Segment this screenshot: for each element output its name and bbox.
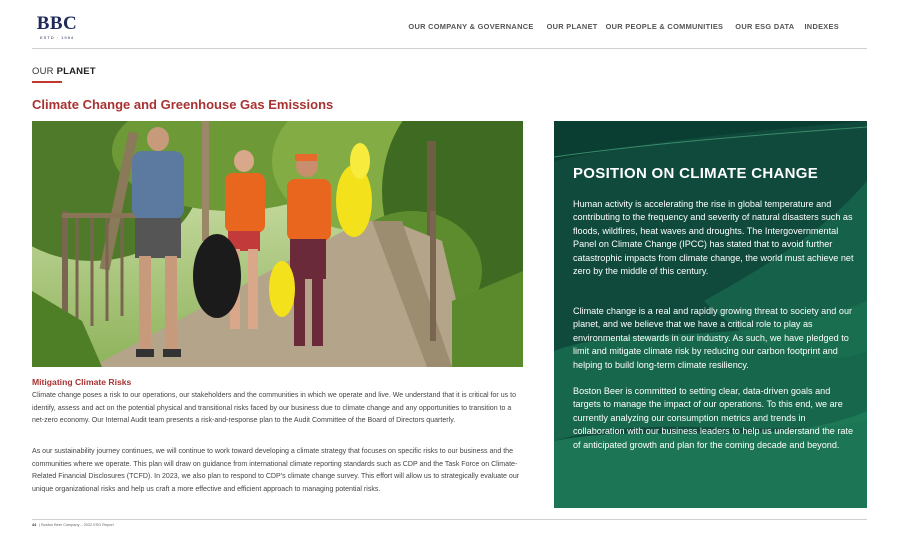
nav-our-esg-data[interactable]: OUR ESG DATA <box>735 22 795 31</box>
header-divider <box>32 48 867 49</box>
panel-paragraph-2: Climate change is a real and rapidly growing threat to society and our planet, and we believe that we have a critical role to play as environmental stewards in our industry. As such, we have pledged to limit and mitigate climate risk by reducing our carbon footprint and helping to build long-term climate resiliency. <box>573 306 853 370</box>
page-number: 44 <box>32 523 37 527</box>
section-underline <box>32 81 62 83</box>
panel-paragraph-3: Boston Beer is committed to setting clear, data-driven goals and targets to manage the impact of our operations. To this end, we are currently analyzing our consumption metrics and trends in collaboration with our business leaders to help us understand the rate of anticipated growth and plan for the coming decade and beyond. <box>573 386 854 450</box>
bbc-logo[interactable] <box>34 14 80 40</box>
body-paragraph-1: Climate change poses a risk to our operations, our stakeholders and the communities in which we operate and live. We understand that it is critical for us to identify, assess and act on the potential physical and transitional risks faced by our business due to climate change and any opportunities to transition to a net-zero economy. Our Internal Audit team presents a risk-and-response plan to the Audit Committee of the Board of Directors quarterly. <box>32 392 517 425</box>
page-title: Climate Change and Greenhouse Gas Emissions <box>32 97 334 112</box>
panel-paragraph-1: Human activity is accelerating the rise in global temperature and contributing to the frequency and severity of natural disasters such as floods, wildfires, heat waves and droughts. The Intergovernmental Panel on Climate Change (IPCC) has stated that to avoid further catastrophic impacts from climate change, the world must achieve net zero by the middle of this century. <box>573 199 854 277</box>
top-navigation <box>408 22 839 31</box>
logo-established: ESTD · 1984 <box>39 35 75 40</box>
panel-title: POSITION ON CLIMATE CHANGE <box>573 165 819 182</box>
nav-our-company-governance[interactable]: OUR COMPANY & GOVERNANCE <box>408 22 534 31</box>
nav-our-people-communities[interactable]: OUR PEOPLE & COMMUNITIES <box>605 22 724 31</box>
body-paragraph-2: As our sustainability journey continues, we will continue to work toward developing a climate strategy that focuses on specific risks to our business and the communities where we operate. This plan will draw on guidance from international climate reporting standards such as CDP and the Task Force on Climate-Related Financial Disclosures (TCFD). In 2023, we also plan to respond to CDP’s climate change survey. This effort will allow us to strategically evaluate our unique organizational risks and help us craft a more effective and efficient approach to managing potential risks. <box>32 448 520 493</box>
footer-text: | Boston Beer Company – 2022 ESG Report <box>39 523 114 527</box>
position-on-climate-change-panel <box>554 121 867 508</box>
section-label-prefix: OUR <box>32 66 57 77</box>
footer-divider <box>32 519 867 520</box>
logo-text: BBC <box>36 13 78 34</box>
section-label-strong: PLANET <box>56 66 96 77</box>
mitigating-climate-risks-heading: Mitigating Climate Risks <box>32 377 132 387</box>
nav-indexes[interactable]: INDEXES <box>804 22 839 31</box>
section-label <box>32 66 96 77</box>
page-footer <box>32 523 114 527</box>
nav-our-planet[interactable]: OUR PLANET <box>546 22 598 31</box>
volunteers-cleanup-photo <box>32 121 523 367</box>
